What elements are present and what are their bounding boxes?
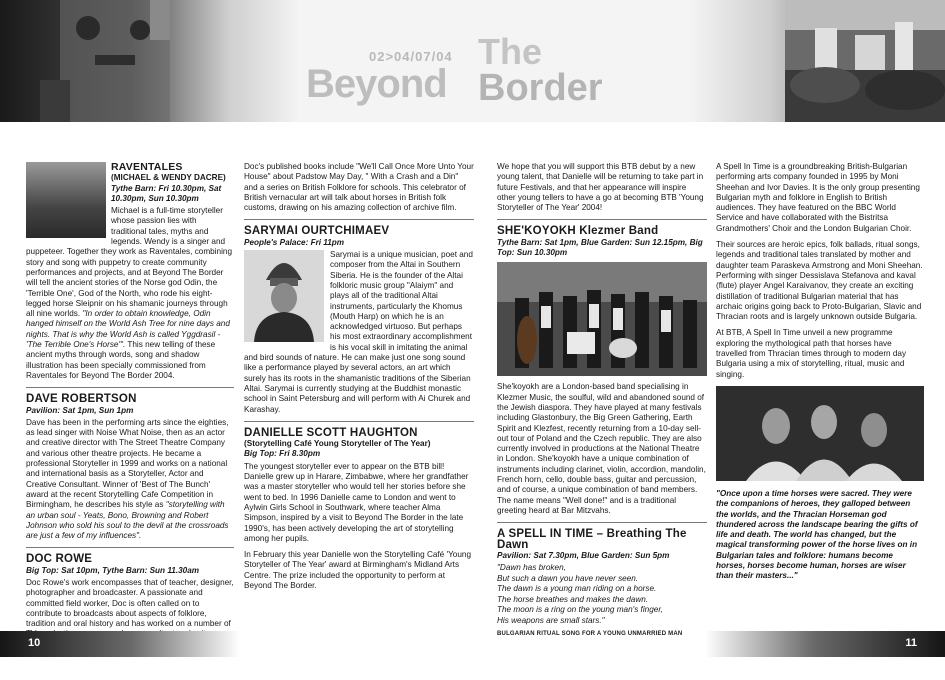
castle-image <box>785 0 945 122</box>
poem-line: "Dawn has broken, <box>497 563 566 573</box>
danielle-body2: In February this year Danielle won the Storytelling Café 'Young Storyteller of The Year' award at Birmingham's Midland Arts Centre. The prize included the opportunity to perform at Beyond The Border. <box>244 550 471 590</box>
shekoyokh-photo <box>497 262 707 376</box>
dave-times: Pavilion: Sat 1pm, Sun 1pm <box>26 405 134 415</box>
spell-heading: A SPELL IN TIME – Breathing The Dawn <box>497 528 687 551</box>
danielle-times: Big Top: Fri 8.30pm <box>244 449 321 459</box>
poem-line: The moon is a ring on the young man's finger, <box>497 605 663 615</box>
doc-heading: DOC ROWE <box>26 553 93 566</box>
sarymai-portrait <box>244 250 324 342</box>
divider <box>497 522 707 523</box>
poem-line: His weapons are small stars." <box>497 615 605 625</box>
raventales-heading: RAVENTALES <box>111 161 183 173</box>
dave-heading: DAVE ROBERTSON <box>26 393 137 406</box>
column-3 <box>497 162 707 639</box>
danielle-subheading: (Storytelling Café Young Storyteller of The Year) <box>244 439 431 449</box>
divider <box>244 421 474 422</box>
sarymai-heading: SARYMAI OURTCHIMAEV <box>244 225 390 238</box>
doc-times: Big Top: Sat 10pm, Tythe Barn: Sun 11.30am <box>26 565 200 575</box>
title-border: Border <box>478 67 603 109</box>
performers-photo <box>716 386 924 481</box>
column-1 <box>26 162 234 646</box>
title-the: The <box>478 31 543 72</box>
sarymai-body: Sarymai is a unique musician, poet and composer from the Altai in Southern Siberia. He is the founder of the Altai folkloric music group "Alaiym" and plays all of the traditional Altai instruments, particularly the Khomus (Mouth Harp) on which he is an acknowledged virtuoso. But perhaps his most extraordinary accomplishment is his vocal skill in imitating the animal and bird sounds of nature. He can make just one song sound like a performance played by several actors, an art which surely has its roots in the shamanistic traditions of the Siberian Altai. Sarymai is currently studying at the Buddhist monastic school in Saint Petersburg and will perform with Ai Churek and Karashay. <box>244 250 473 414</box>
danielle-body1: The youngest storyteller ever to appear on the BTB bill! Danielle grew up in Harare, Zimbabwe, where her grandfather was a master storyteller who would tell her stories before she went to bed. In 1996 Danielle came to London and went to Aylwin Girls School in Southwark, where teacher Alma Simpson, inspired by a visit to Beyond The Border in the late 1990's, has been actively developing the art of storytelling among her pupils. <box>244 461 469 543</box>
sarymai-times: People's Palace: Fri 11pm <box>244 237 345 247</box>
spell-body-1: A Spell In Time is a groundbreaking British-Bulgarian performing arts company founded in 1995 by Moni Sheehan and Ivor Davies. It is the only group presenting Bulgarian myth and folklore in English to British audiences. They have featured on the BBC World Service and have collaborated with the Bistritsa Grandmothers' Choir and the London Bulgarian Choir. <box>716 162 920 233</box>
danielle-heading: DANIELLE SCOTT HAUGHTON <box>244 426 418 439</box>
spell-times: Pavilion: Sat 7.30pm, Blue Garden: Sun 5pm <box>497 550 670 560</box>
page-number-right: 11 <box>905 637 917 649</box>
dave-quote: "storytelling with an urban soul - Yeats, Bono, Browning and Robert Johnson who sold his soul to the devil at the crossroads are just a few of my influences". <box>26 500 229 541</box>
spell-body-3: At BTB, A Spell In Time unveil a new programme exploring the mythological path that horses have travelled from Thracian times through to modern day Bulgaria using a mix of storytelling, ritual, music and singing. <box>716 328 907 379</box>
dave-body: Dave has been in the performing arts since the eighties, as lead singer with Noise What Noise, then as an actor and creative director with The Street Theatre Company and various other theatre projects. He became a professional Storyteller in 1999 and works on a national and international basis as a Storyteller, Actor and Creative Consultant. Winner of 'Best of The Bunch' award at the recent Storytelling Cafe Competition in Birmingham, he describes his style as <box>26 417 229 510</box>
poem-caption: BULGARIAN RITUAL SONG FOR A YOUNG UNMARRIED MAN <box>497 631 683 638</box>
spell-photo <box>716 386 924 481</box>
page-footer <box>0 631 945 657</box>
spell-poem <box>497 563 707 626</box>
shekoyokh-heading: SHE'KOYOKH Klezmer Band <box>497 225 659 238</box>
shekoyokh-times: Tythe Barn: Sat 1pm, Blue Garden: Sun 12.15pm, Big Top: Sun 10.30pm <box>497 237 703 258</box>
poem-line: The dawn is a young man riding on a horse. <box>497 584 657 594</box>
sarymai-photo <box>244 250 324 342</box>
header-photo-left <box>0 0 240 122</box>
poem-line: But such a dawn you have never seen. <box>497 573 639 583</box>
poem-line: The horse breathes and makes the dawn. <box>497 594 649 604</box>
page-header <box>0 0 945 122</box>
column-4 <box>716 162 924 588</box>
doc-body: Doc Rowe's work encompasses that of teacher, designer, photographer and broadcaster. A passionate and committed field worker, Doc is often called on to contribute to broadcasts about aspects of folklore, tradition and oral history and has worked on a number of <box>26 577 234 629</box>
header-photo-right <box>785 0 945 122</box>
band-photo <box>497 262 707 376</box>
doc-body-continued: Doc's published books include "We'll Call Once More Unto Your House" about Padstow May Day, " With a Crash and a Din" and a series on British Folklore for schools. This celebrator of British vernacular art will talk about horses in British folk customs, drawing on his amazing collection of archive film. <box>244 162 474 213</box>
raventales-times: Tythe Barn: Fri 10.30pm, Sat 10.30pm, Sun 10.30pm <box>111 183 222 203</box>
spell-body-2: Their sources are heroic epics, folk ballads, ritual songs, legends and traditional tales translated by mother and daughter team Paraskeva Armstrong and Moni Sheehan. Performing with singer Dessislava Stefanova and kaval (flute) player Angel Karaivanov, they create an exciting distillation of traditional Bulgarian material that has archaic origins going back to Proto-Bulgarian, Slavic and Thracian roots and is largely unknown outside Bulgaria. <box>716 240 923 322</box>
title-beyond: Beyond <box>306 62 447 106</box>
divider <box>244 219 474 220</box>
festival-dates: 02>04/07/04 <box>369 49 453 64</box>
raventales-body1: Michael is a full-time storyteller whose passion lies with traditional tales, myths and legends. Wendy is a singer and puppeteer. Together they work as Raventales, combining story and song with puppetry to create community performances and projects, and at Beyond The Border will tell the ancient stories of the Norse god Odin, the 'Terrible One', God of the North, who rode his eight-legged horse Sleipnir on his shamanic journeys through all nine worlds. <box>26 206 233 319</box>
divider <box>26 547 234 548</box>
raventales-quote: "In order to obtain knowledge, Odin hanged himself on the World Ash Tree for nine days and nights. That is why the World Ash is called Yggdrasil - 'The Terrible One's Horse'". <box>26 309 230 350</box>
divider <box>26 387 234 388</box>
totem-image <box>0 0 240 122</box>
raventales-subheading: (MICHAEL & WENDY DACRE) <box>111 173 226 183</box>
raventales-body2: This new telling of these ancient myths through words, song and shadow illustration has been specially commissioned from Raventales for Beyond The Border 2004. <box>26 340 216 380</box>
raventales-photo <box>26 162 106 238</box>
danielle-body-continued: We hope that you will support this BTB debut by a new young talent, that Danielle will be returning to take part in future Festivals, and that her appearance will inspire other young tellers to have a go at becoming BTB 'Young Storyteller of The Year' 2004! <box>497 162 704 213</box>
spell-quote: "Once upon a time horses were sacred. They were the companions of heroes, they galloped between the worlds, and the Thracian Horseman god thundered across the landscape bearing the gifts of life and death. The world has changed, but the magical transforming power of the horse lives on in Bulgarian tales and folklore: humans become horses, horses become human, horses are wiser than their masters..." <box>716 488 918 581</box>
page-number-left: 10 <box>28 637 41 649</box>
divider <box>497 219 707 220</box>
shekoyokh-body: She'koyokh are a London-based band specialising in Klezmer Music, the soulful, wild and abandoned sound of the Jewish diaspora. They have played at many festivals including Glastonbury, the Big Green Gathering, Earth Spirit and Klezfest, recently returning from a 10-day sell-out tour of Poland and the Czech republic. They are also currently involved in productions at the National Theatre in London. She'koyokh have a unique combination of instruments including clarinet, violin, accordion, mandolin, French horn, cello, double bass, guitar and percussion, and of course, a unique combination of band members. The name means "Well done!" and is a traditional greeting heard at Bar Mitzvahs. <box>497 382 706 515</box>
column-2 <box>244 162 474 597</box>
